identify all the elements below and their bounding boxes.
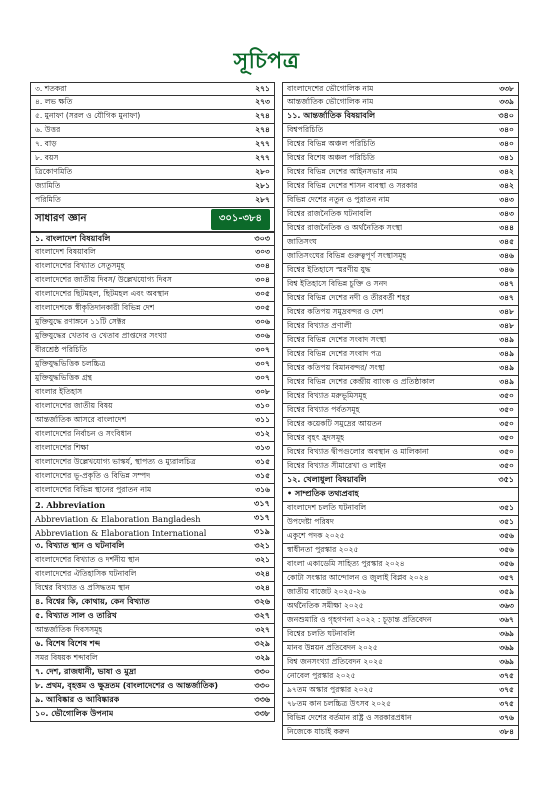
toc-entry-page: ২৭৪ xyxy=(255,125,270,134)
toc-entry-page: ৩৩৮ xyxy=(254,709,270,718)
toc-row xyxy=(30,372,275,386)
toc-entry-page: ৩৪৭ xyxy=(499,293,514,302)
toc-entry-label: বিশ্ব জনসংখ্যা প্রতিবেদন ২০২৫ xyxy=(287,657,384,666)
toc-entry-label: বাংলাদেশের বিখ্যাত সেতুসমূহ xyxy=(35,261,125,270)
toc-entry-label: মুক্তিযুদ্ধের খেতাব ও খেতাব প্রাপ্তদের সংখ্যা xyxy=(35,331,167,340)
toc-row xyxy=(30,330,275,344)
toc-entry-label: বাংলাদেশ বিষয়াবলি xyxy=(35,247,96,256)
toc-entry-label: বাংলার ইতিহাস xyxy=(35,387,83,396)
toc-row xyxy=(282,166,519,180)
toc-entry-label: বাংলাদেশের বিভিন্ন স্থানের পুরাতন নাম xyxy=(35,485,152,494)
toc-row xyxy=(30,484,275,498)
toc-row xyxy=(30,96,275,110)
toc-row xyxy=(282,712,519,726)
toc-row xyxy=(30,470,275,484)
toc-entry-page: ৩০৫ xyxy=(255,289,270,298)
toc-row xyxy=(30,82,275,96)
toc-row xyxy=(282,544,519,558)
toc-entry-page: ৩২৭ xyxy=(255,625,270,634)
toc-entry-page: ৩৩৮ xyxy=(499,83,514,93)
toc-entry-page: ৩১৯ xyxy=(254,526,270,536)
toc-row xyxy=(282,572,519,586)
toc-entry-label: ৪. লভ ক্ষতি xyxy=(35,97,73,106)
toc-row xyxy=(30,694,275,708)
toc-row xyxy=(282,516,519,530)
toc-entry-page: ৩৬৩ xyxy=(499,601,514,610)
toc-entry-label: ৬. বিশেষ বিশেষ শব্দ xyxy=(35,639,101,648)
toc-row xyxy=(282,474,519,488)
toc-row xyxy=(282,334,519,348)
toc-row xyxy=(30,260,275,274)
right-column xyxy=(282,82,519,740)
toc-entry-label: বিশ্বের রাজনৈতিক ঘটনাবলি xyxy=(287,209,372,218)
toc-entry-label: বিশ্বের বিভিন্ন দেশের শাসন ব্যবস্থা ও সরকার xyxy=(287,181,418,190)
toc-entry-label: বাংলাদেশের জাতীয় বিষয় xyxy=(35,401,113,410)
toc-row xyxy=(30,610,275,624)
toc-row xyxy=(282,348,519,362)
toc-entry-page: ৩৪৪ xyxy=(499,223,514,232)
toc-entry-page: ৩১০ xyxy=(255,401,270,410)
toc-row xyxy=(30,274,275,288)
toc-entry-page: ৩০৭ xyxy=(255,359,270,368)
toc-row xyxy=(30,624,275,638)
toc-entry-label: বিশ্বের বিভিন্ন দেশের সংবাদ সংস্থা xyxy=(287,335,387,344)
section-range-badge: ৩০১-৩৮৪ xyxy=(211,209,270,230)
toc-row xyxy=(282,404,519,418)
toc-row xyxy=(282,208,519,222)
toc-entry-page: ৩১৫ xyxy=(255,457,270,466)
toc-entry-label: বিশ্বের বিভিন্ন দেশের নদী ও তীরবর্তী শহর xyxy=(287,293,410,302)
math-rows xyxy=(30,82,275,208)
toc-entry-label: বিশ্বের বৃহৎ হ্রদসমূহ xyxy=(287,433,345,442)
toc-entry-page: ৩৮৪ xyxy=(499,727,514,736)
toc-entry-page: ২৮০ xyxy=(255,167,270,176)
toc-entry-page: ৩১৭ xyxy=(254,498,270,508)
toc-row xyxy=(282,530,519,544)
toc-entry-page: ৩৩৯ xyxy=(499,97,514,106)
toc-entry-page: ৩১২ xyxy=(255,429,270,438)
toc-entry-label: বিশ্বের বিখ্যাত সীমারেখা ও লাইন xyxy=(287,461,387,470)
toc-entry-label: ৯৭তম অস্কার পুরস্কার ২০২৫ xyxy=(287,685,374,694)
toc-entry-label: বিশ্বের বিশেষ অঞ্চল পরিচিতি xyxy=(287,153,375,162)
toc-entry-page: ৩৪০ xyxy=(499,139,514,148)
toc-entry-label: বাংলাদেশ চলতি ঘটনাবলি xyxy=(287,503,367,512)
toc-entry-page: ৩০৬ xyxy=(255,331,270,340)
toc-entry-label: বিশ্বের বিখ্যাত পর্বতসমূহ xyxy=(287,405,360,414)
toc-entry-label: স্বাধীনতা পুরস্কার ২০২৫ xyxy=(287,545,359,554)
toc-row xyxy=(282,124,519,138)
toc-entry-label: ১০. ভৌগোলিক উপনাম xyxy=(35,709,114,718)
toc-row xyxy=(30,344,275,358)
toc-row xyxy=(282,194,519,208)
toc-row xyxy=(30,638,275,652)
toc-row xyxy=(282,82,519,96)
toc-row xyxy=(282,670,519,684)
toc-entry-page: ২৭৩ xyxy=(255,97,270,106)
toc-entry-label: উপদেষ্টা পরিষদ xyxy=(287,517,334,526)
toc-entry-page: ৩২৪ xyxy=(255,583,270,592)
toc-row xyxy=(282,684,519,698)
toc-entry-page: ৩৪৯ xyxy=(499,363,514,372)
toc-entry-page: ৩৪৮ xyxy=(499,321,514,330)
toc-entry-page: ৩৩৬ xyxy=(254,695,270,704)
section-header xyxy=(30,208,275,232)
toc-entry-label: নিজেকে যাচাই করুন xyxy=(287,727,350,736)
toc-entry-label: আন্তর্জাতিক ভৌগোলিক নাম xyxy=(287,97,374,106)
toc-entry-label: বিশ্বের কতিপয় সমুদ্রবন্দর ও দেশ xyxy=(287,307,384,316)
toc-row xyxy=(282,600,519,614)
toc-entry-label: • সাম্প্রতিক তথ্যপ্রবাহ xyxy=(287,489,359,498)
toc-row xyxy=(30,428,275,442)
toc-entry-label: ৩. শতকরা xyxy=(35,83,67,93)
toc-row xyxy=(30,180,275,194)
toc-entry-label: ৫. মুনাফা (সরল ও যৌগিক মুনাফা) xyxy=(35,111,141,120)
toc-row xyxy=(282,628,519,642)
toc-entry-label: ৯. আবিষ্কার ও আবিষ্কারক xyxy=(35,695,120,704)
toc-entry-label: ৮. প্রথম, বৃহত্তম ও ক্ষুদ্রতম (বাংলাদেশের ও আন্তর্জাতিক) xyxy=(35,681,218,690)
toc-entry-label: বিশ্ব ইতিহাসে বিভিন্ন চুক্তি ও সনদ xyxy=(287,279,388,288)
toc-row xyxy=(282,376,519,390)
toc-row xyxy=(282,110,519,124)
toc-entry-label: ত্রিকোণমিতি xyxy=(35,167,73,176)
left-column xyxy=(30,82,275,722)
toc-entry-page: ৩৪৯ xyxy=(499,335,514,344)
toc-row xyxy=(282,390,519,404)
toc-entry-label: Abbreviation & Elaboration International xyxy=(35,527,207,538)
toc-row xyxy=(30,288,275,302)
toc-entry-label: ৭. বাড় xyxy=(35,139,57,148)
toc-entry-page: ৩৭৫ xyxy=(499,671,514,680)
toc-entry-label: জাতিসংঘের বিভিন্ন গুরুত্বপূর্ণ সংস্থাসমূহ xyxy=(287,251,407,260)
toc-entry-label: বিশ্বের বিখ্যাত প্রণালী xyxy=(287,321,352,330)
toc-entry-page: ৩৫০ xyxy=(499,433,514,442)
toc-row xyxy=(282,236,519,250)
toc-entry-label: ১১. আন্তর্জাতিক বিষয়াবলি xyxy=(287,111,376,120)
toc-entry-label: জনশুমারি ও গৃহগণনা ২০২২ : চূড়ান্ত প্রতিবেদন xyxy=(287,615,432,624)
toc-row xyxy=(282,432,519,446)
toc-row xyxy=(30,110,275,124)
toc-entry-page: ৩৫৬ xyxy=(499,531,514,540)
toc-entry-label: বাংলা একাডেমি সাহিত্য পুরস্কার ২০২৪ xyxy=(287,559,405,568)
toc-row xyxy=(282,558,519,572)
toc-entry-page: ৩৪০ xyxy=(499,125,514,134)
toc-entry-page: ৩৪৬ xyxy=(499,265,514,274)
toc-entry-label: Abbreviation & Elaboration Bangladesh xyxy=(35,513,201,524)
toc-entry-label: বিশ্বের কতিপয় বিমানবন্দর/ সংস্থা xyxy=(287,363,385,372)
toc-entry-page: ৩৫৭ xyxy=(499,573,514,582)
toc-row xyxy=(30,302,275,316)
toc-entry-page: ২৭৪ xyxy=(255,111,270,120)
toc-entry-page: ২৮১ xyxy=(255,181,270,190)
toc-entry-page: ৩২৯ xyxy=(255,653,270,662)
toc-entry-page: ৩৫০ xyxy=(499,419,514,428)
toc-row xyxy=(282,726,519,740)
toc-entry-page: ৩৫০ xyxy=(499,447,514,456)
toc-entry-label: বিশ্বের বিখ্যাত মরুভূমিসমূহ xyxy=(287,391,367,400)
toc-entry-label: বাংলাদেশের জাতীয় দিবস/ উল্লেখযোগ্য দিবস xyxy=(35,275,172,284)
toc-entry-page: ৩২৭ xyxy=(254,611,270,620)
toc-row xyxy=(282,502,519,516)
toc-entry-page: ৩৪৭ xyxy=(499,279,514,288)
right-rows xyxy=(282,82,519,740)
toc-entry-page: ৩৭৫ xyxy=(499,699,514,708)
toc-entry-label: বিভিন্ন দেশের নতুন ও পুরাতন নাম xyxy=(287,195,390,204)
section-title: সাধারণ জ্ঞান xyxy=(35,213,87,224)
toc-row xyxy=(30,666,275,680)
toc-entry-label: মানব উন্নয়ন প্রতিবেদন ২০২৫ xyxy=(287,643,378,652)
toc-entry-label: বাংলাদেশের ভূ-প্রকৃতি ও বিভিন্ন সম্পদ xyxy=(35,471,151,480)
toc-entry-page: ৩২৯ xyxy=(254,639,270,648)
toc-entry-label: বাংলাদেশের উল্লেখযোগ্য ভাস্কর্য, স্থাপত্য ও ম্যুরালচিত্র xyxy=(35,457,196,466)
toc-row xyxy=(30,526,275,540)
toc-entry-label: বিশ্বের বিখ্যাত ও প্রসিদ্ধতম স্থান xyxy=(35,583,130,592)
toc-entry-page: ৩৩০ xyxy=(254,681,270,690)
toc-entry-page: ৩৪৯ xyxy=(499,349,514,358)
toc-row xyxy=(282,488,519,502)
toc-entry-page: ৩৫১ xyxy=(499,517,514,526)
toc-entry-page: ৩৫০ xyxy=(499,405,514,414)
toc-entry-label: পরিমিতি xyxy=(35,195,61,204)
toc-entry-label: বাংলাদেশের ভৌগোলিক নাম xyxy=(287,83,374,93)
toc-entry-label: কোটা সংস্কার আন্দোলন ও জুলাই বিপ্লব ২০২৪ xyxy=(287,573,429,582)
toc-entry-label: সমর বিষয়ক শব্দাবলি xyxy=(35,653,98,662)
toc-entry-label: বিশ্বের বিভিন্ন অঞ্চল পরিচিতি xyxy=(287,139,376,148)
toc-entry-page: ৩০৩ xyxy=(255,247,270,256)
toc-entry-page: ৩৫১ xyxy=(498,475,514,484)
toc-entry-label: বিশ্বের বিভিন্ন দেশের আইনসভার নাম xyxy=(287,167,398,176)
toc-entry-label: বাংলাদেশের নির্বাচন ও সংবিধান xyxy=(35,429,132,438)
toc-row xyxy=(282,698,519,712)
toc-entry-label: বিশ্বের বিভিন্ন দেশের সংবাদ পত্র xyxy=(287,349,382,358)
toc-row xyxy=(30,166,275,180)
toc-row xyxy=(30,512,275,526)
toc-entry-label: বাংলাদেশের ঐতিহাসিক ঘটনাবলি xyxy=(35,569,137,578)
toc-entry-page: ৩২৬ xyxy=(254,597,270,606)
toc-row xyxy=(282,362,519,376)
toc-row xyxy=(282,656,519,670)
toc-entry-label: বিশ্বের ইতিহাসে স্মরণীয় যুদ্ধ xyxy=(287,265,371,274)
toc-row xyxy=(282,180,519,194)
toc-row xyxy=(282,642,519,656)
toc-entry-page: ৩৪৩ xyxy=(499,195,514,204)
toc-entry-label: বিশ্বের কয়েকটি সমুদ্রের আয়তন xyxy=(287,419,382,428)
toc-entry-page: ৩০৭ xyxy=(255,373,270,382)
toc-entry-page: ৩১৫ xyxy=(255,471,270,480)
toc-entry-page: ৩০৭ xyxy=(255,345,270,354)
toc-entry-page: ৩৪২ xyxy=(499,167,514,176)
toc-entry-page: ৩৪৩ xyxy=(499,209,514,218)
general-knowledge-rows xyxy=(30,232,275,722)
toc-entry-page: ৩৬৯ xyxy=(499,643,514,652)
toc-row xyxy=(30,540,275,554)
toc-entry-label: 2. Abbreviation xyxy=(35,499,106,510)
toc-entry-label: বাংলাদেশকে স্বীকৃতিদানকারী বিভিন্ন দেশ xyxy=(35,303,155,312)
toc-entry-page: ২৭১ xyxy=(255,83,270,93)
toc-row xyxy=(30,652,275,666)
toc-row xyxy=(282,446,519,460)
toc-entry-page: ৩৫০ xyxy=(499,391,514,400)
toc-entry-label: বিশ্বের বিখ্যাত দ্বীপগুলোর অবস্থান ও মালিকানা xyxy=(287,447,429,456)
toc-entry-label: বাংলাদেশের বিখ্যাত ও দর্শনীয় স্থান xyxy=(35,555,140,564)
toc-entry-page: ৩৬৭ xyxy=(499,615,514,624)
toc-row xyxy=(30,596,275,610)
toc-entry-page: ৩৫৯ xyxy=(499,587,514,596)
toc-row xyxy=(282,292,519,306)
toc-row xyxy=(30,414,275,428)
toc-entry-page: ৩১৬ xyxy=(255,485,270,494)
toc-entry-label: ১. বাংলাদেশ বিষয়াবলি xyxy=(35,233,111,243)
toc-row xyxy=(282,96,519,110)
toc-entry-label: আন্তর্জাতিক দিবসসমূহ xyxy=(35,625,103,634)
toc-entry-page: ৩৬৯ xyxy=(499,629,514,638)
page-title: সূচিপত্র xyxy=(233,48,300,74)
toc-row xyxy=(282,418,519,432)
toc-row xyxy=(30,152,275,166)
toc-row xyxy=(30,400,275,414)
toc-entry-label: বিশ্বের রাজনৈতিক ও অর্থনৈতিক সংস্থা xyxy=(287,223,403,232)
toc-row xyxy=(30,680,275,694)
toc-entry-label: অর্থনৈতিক সমীক্ষা ২০২৫ xyxy=(287,601,364,610)
toc-entry-label: বিশ্বপরিচিতি xyxy=(287,125,324,134)
toc-entry-label: ৩. বিখ্যাত স্থান ও ঘটনাবলি xyxy=(35,541,125,550)
toc-entry-page: ৩০৪ xyxy=(255,275,270,284)
toc-row xyxy=(282,586,519,600)
toc-entry-label: মুক্তিযুদ্ধভিত্তিক চলচ্চিত্র xyxy=(35,359,106,368)
toc-entry-label: একুশে পদক ২০২৫ xyxy=(287,531,345,540)
toc-entry-page: ৩২১ xyxy=(254,541,270,550)
toc-entry-page: ৩৪৮ xyxy=(499,307,514,316)
toc-row xyxy=(30,358,275,372)
toc-entry-label: ১২. খেলাধুলা বিষয়াবলি xyxy=(287,475,367,484)
toc-row xyxy=(282,460,519,474)
toc-row xyxy=(282,250,519,264)
toc-entry-label: জাতিসংঘ xyxy=(287,237,317,246)
toc-entry-page: ৩০৪ xyxy=(255,261,270,270)
toc-entry-label: ৬. উত্তর xyxy=(35,125,61,134)
toc-entry-page: ৩৫৬ xyxy=(499,559,514,568)
toc-row xyxy=(30,582,275,596)
toc-entry-page: ৩১১ xyxy=(255,415,270,424)
toc-row xyxy=(30,498,275,512)
toc-row xyxy=(30,194,275,208)
toc-row xyxy=(282,138,519,152)
toc-entry-page: ৩৪৫ xyxy=(499,237,514,246)
toc-entry-page: ৩৫৬ xyxy=(499,545,514,554)
toc-row xyxy=(30,442,275,456)
toc-entry-page: ৩৪৯ xyxy=(499,377,514,386)
toc-entry-page: ৩০৮ xyxy=(255,387,270,396)
toc-row xyxy=(30,246,275,260)
toc-entry-label: ৭৮তম কান চলচ্চিত্র উৎসব ২০২৫ xyxy=(287,699,392,708)
toc-entry-page: ৩৬৯ xyxy=(499,657,514,666)
toc-entry-page: ৩০৩ xyxy=(254,233,270,243)
toc-entry-label: জ্যামিতি xyxy=(35,181,61,190)
toc-entry-page: ৩২৪ xyxy=(255,569,270,578)
toc-row xyxy=(30,456,275,470)
toc-entry-label: বাংলাদেশের শিক্ষা xyxy=(35,443,89,452)
toc-entry-label: ৭. দেশ, রাজধানী, ভাষা ও মুদ্রা xyxy=(35,667,137,676)
toc-row xyxy=(282,614,519,628)
toc-entry-label: বীরশ্রেষ্ঠ পরিচিতি xyxy=(35,345,88,354)
toc-entry-page: ৩০৫ xyxy=(255,303,270,312)
toc-entry-label: মুক্তিযুদ্ধভিত্তিক গ্রন্থ xyxy=(35,373,93,382)
toc-entry-page: ৩৫১ xyxy=(499,503,514,512)
toc-row xyxy=(30,568,275,582)
toc-entry-page: ২৭৭ xyxy=(255,139,270,148)
toc-entry-label: জাতীয় বাজেট ২০২৫-২৬ xyxy=(287,587,366,596)
toc-row xyxy=(282,278,519,292)
toc-row xyxy=(30,386,275,400)
toc-row xyxy=(30,554,275,568)
toc-entry-page: ৩৪২ xyxy=(499,181,514,190)
toc-entry-label: বিভিন্ন দেশের বর্তমান রাষ্ট্র ও সরকারপ্রধান xyxy=(287,713,412,722)
toc-entry-page: ২৭৭ xyxy=(255,153,270,162)
toc-entry-page: ৩৭৬ xyxy=(499,713,514,722)
toc-row xyxy=(282,264,519,278)
toc-entry-page: ৩১৭ xyxy=(254,512,270,522)
toc-entry-label: ৮. বয়স xyxy=(35,153,59,162)
toc-entry-label: মুক্তিযুদ্ধে রণাঙ্গনে ১১টি সেক্টর xyxy=(35,317,126,326)
toc-entry-label: ৫. বিখ্যাত সাল ও তারিখ xyxy=(35,611,117,620)
toc-entry-label: ৪. বিশ্বের কি, কোথায়, কেন বিখ্যাত xyxy=(35,597,150,606)
toc-row xyxy=(30,316,275,330)
toc-row xyxy=(282,222,519,236)
toc-entry-page: ৩৫০ xyxy=(499,461,514,470)
toc-entry-page: ৩৪১ xyxy=(499,153,514,162)
toc-entry-page: ৩১৩ xyxy=(255,443,270,452)
toc-entry-page: ২৮৭ xyxy=(255,195,270,204)
toc-entry-label: বিশ্বের চলতি ঘটনাবলি xyxy=(287,629,356,638)
toc-entry-label: নোবেল পুরস্কার ২০২৫ xyxy=(287,671,356,680)
toc-entry-page: ৩০৬ xyxy=(255,317,270,326)
toc-row xyxy=(30,124,275,138)
toc-entry-page: ৩৪০ xyxy=(498,111,514,120)
toc-row xyxy=(30,138,275,152)
toc-row xyxy=(30,708,275,722)
toc-entry-label: বাংলাদেশের ছিটমহল, ছিটমহল এবং অবস্থান xyxy=(35,289,169,298)
toc-row xyxy=(30,232,275,246)
toc-row xyxy=(282,306,519,320)
toc-entry-page: ৩৪৬ xyxy=(499,251,514,260)
toc-entry-page: ৩৩০ xyxy=(254,667,270,676)
toc-entry-page: ৩২১ xyxy=(255,555,270,564)
toc-entry-label: বিশ্বের বিভিন্ন দেশের কেন্দ্রীয় ব্যাংক ও প্রতিষ্ঠাকাল xyxy=(287,377,435,386)
toc-row xyxy=(282,320,519,334)
toc-row xyxy=(282,152,519,166)
toc-entry-label: আন্তর্জাতিক আসরে বাংলাদেশ xyxy=(35,415,127,424)
toc-entry-page: ৩৭৫ xyxy=(499,685,514,694)
